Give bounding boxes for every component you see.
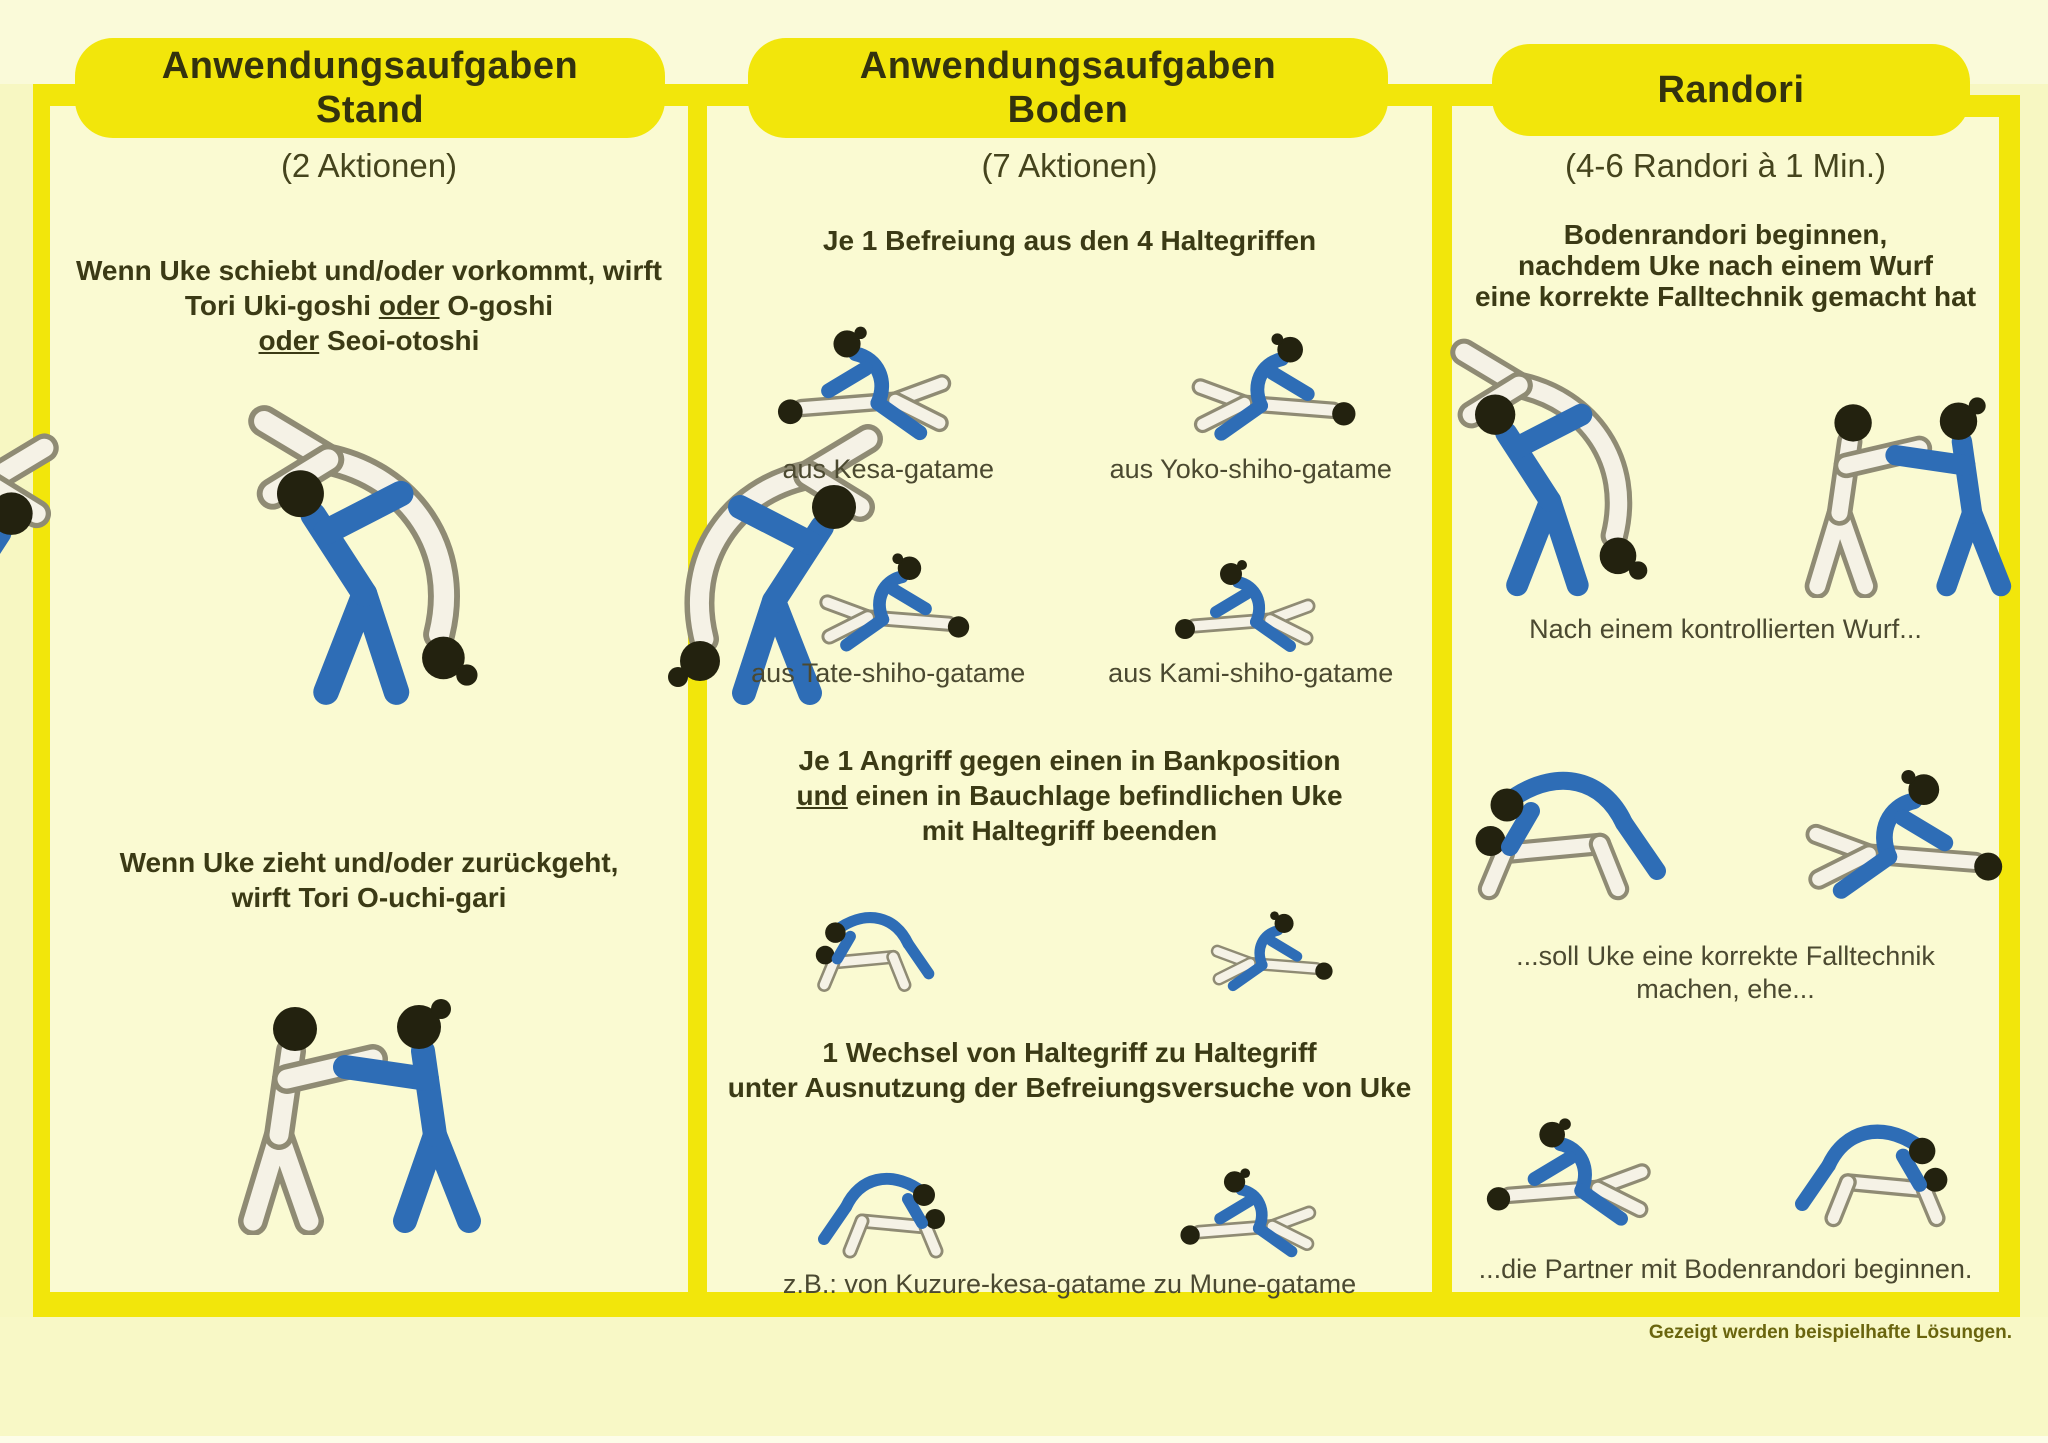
caption-falltechnik: ...soll Uke eine korrekte Falltechnik machen, ehe... (1516, 941, 1935, 1004)
action-count: (4-6 Randori à 1 Min.) (1565, 147, 1886, 184)
intro-text-randori: Bodenrandori beginnen, nachdem Uke nach einem Wurf eine korrekte Falltechnik gemacht hat (1474, 219, 1977, 312)
illustration-kesa-gatame (757, 265, 1004, 450)
illustration-wurf (1365, 323, 1732, 598)
illustration-mune-gatame (1164, 1120, 1357, 1265)
illustration-o-goshi (149, 387, 576, 707)
caption-row (707, 453, 1432, 486)
action-count: (7 Aktionen) (981, 147, 1158, 184)
caption-bodenrandori: ...die Partner mit Bodenrandori beginnen. (1478, 1254, 1973, 1284)
action-count: (2 Aktionen) (280, 147, 458, 184)
illustration-o-uchi-gari (169, 935, 569, 1235)
illustration-bodenrandori-1 (1467, 1060, 1700, 1235)
illustration-uki-goshi (0, 417, 149, 707)
illustration-row-wechsel (707, 1115, 1432, 1265)
illustration-kuzure-kesa-gatame (778, 1115, 978, 1265)
panel-title: Anwendungsaufgaben (859, 45, 1277, 87)
caption-kami-shiho-gatame: aus Kami-shiho-gatame (1108, 658, 1394, 688)
illustration-row-haltegriffe-2 (707, 500, 1432, 660)
task-line: Wenn Uke zieht und/oder zurückgeht, (119, 847, 619, 878)
task-line: wirft Tori O-uchi-gari (231, 882, 507, 913)
page-bottom-edge (0, 1436, 2048, 1443)
illustration-kami-shiho-gatame (1158, 510, 1358, 660)
caption-wechsel-example: z.B.: von Kuzure-kesa-gatame zu Mune-gatame (782, 1269, 1357, 1299)
caption-yoko-shiho-gatame: aus Yoko-shiho-gatame (1109, 454, 1392, 484)
section-title-bankposition: Je 1 Angriff gegen einen in Bankposition und einen in Bauchlage befindlichen Uke mit Haltegriff beenden (796, 745, 1343, 846)
column-randori (1452, 95, 1999, 1293)
caption-row (707, 657, 1432, 690)
panel-title: Stand (315, 89, 425, 131)
task-text-stand-1 (50, 253, 688, 358)
column-boden (707, 95, 1432, 1299)
panel-title: Anwendungsaufgaben (161, 45, 579, 87)
illustration-row-o-uchi-gari (50, 935, 688, 1235)
task-line: Tori Uki-goshi oder O-goshi (184, 290, 554, 321)
illustration-angriff-bankposition (785, 858, 972, 998)
task-text-stand-2 (50, 845, 688, 915)
illustration-row-falltechnik (1452, 685, 1999, 910)
task-line: oder Seoi-otoshi (258, 325, 480, 356)
caption-kontrollierter-wurf: Nach einem kontrollierten Wurf... (1529, 614, 1922, 644)
caption-tate-shiho-gatame: aus Tate-shiho-gatame (751, 658, 1026, 688)
column-stand (50, 95, 688, 1293)
caption-kesa-gatame: aus Kesa-gatame (782, 454, 995, 484)
illustration-yoko-shiho-gatame (1142, 275, 1375, 450)
illustration-stand-randori (1746, 343, 2048, 598)
illustration-bodenrandori-2 (1747, 1055, 1987, 1235)
illustration-tate-shiho-gatame (774, 500, 987, 660)
illustration-bodenkampf-1 (1426, 685, 1726, 910)
task-line: Wenn Uke schiebt und/oder vorkommt, wirft (75, 255, 662, 286)
illustration-row-randori-wurf (1452, 323, 1999, 598)
panel-title: Boden (1007, 89, 1129, 131)
illustration-row-stand-throws (50, 377, 688, 707)
footnote: Gezeigt werden beispielhafte Lösungen. (1648, 1322, 2012, 1343)
section-title-befreiung: Je 1 Befreiung aus den 4 Haltegriffen (822, 225, 1317, 256)
section-title-wechsel: 1 Wechsel von Haltegriff zu Haltegriff unter Ausnutzung der Befreiungsversuche von Uke (727, 1037, 1412, 1103)
illustration-bodenkampf-2 (1746, 700, 2026, 910)
illustration-row-bodenrandori (1452, 1055, 1999, 1235)
illustration-row-bankposition (707, 858, 1432, 998)
illustration-row-haltegriffe-1 (707, 265, 1432, 450)
panel-title: Randori (1657, 69, 1805, 111)
illustration-angriff-bauchlage (1174, 868, 1347, 998)
